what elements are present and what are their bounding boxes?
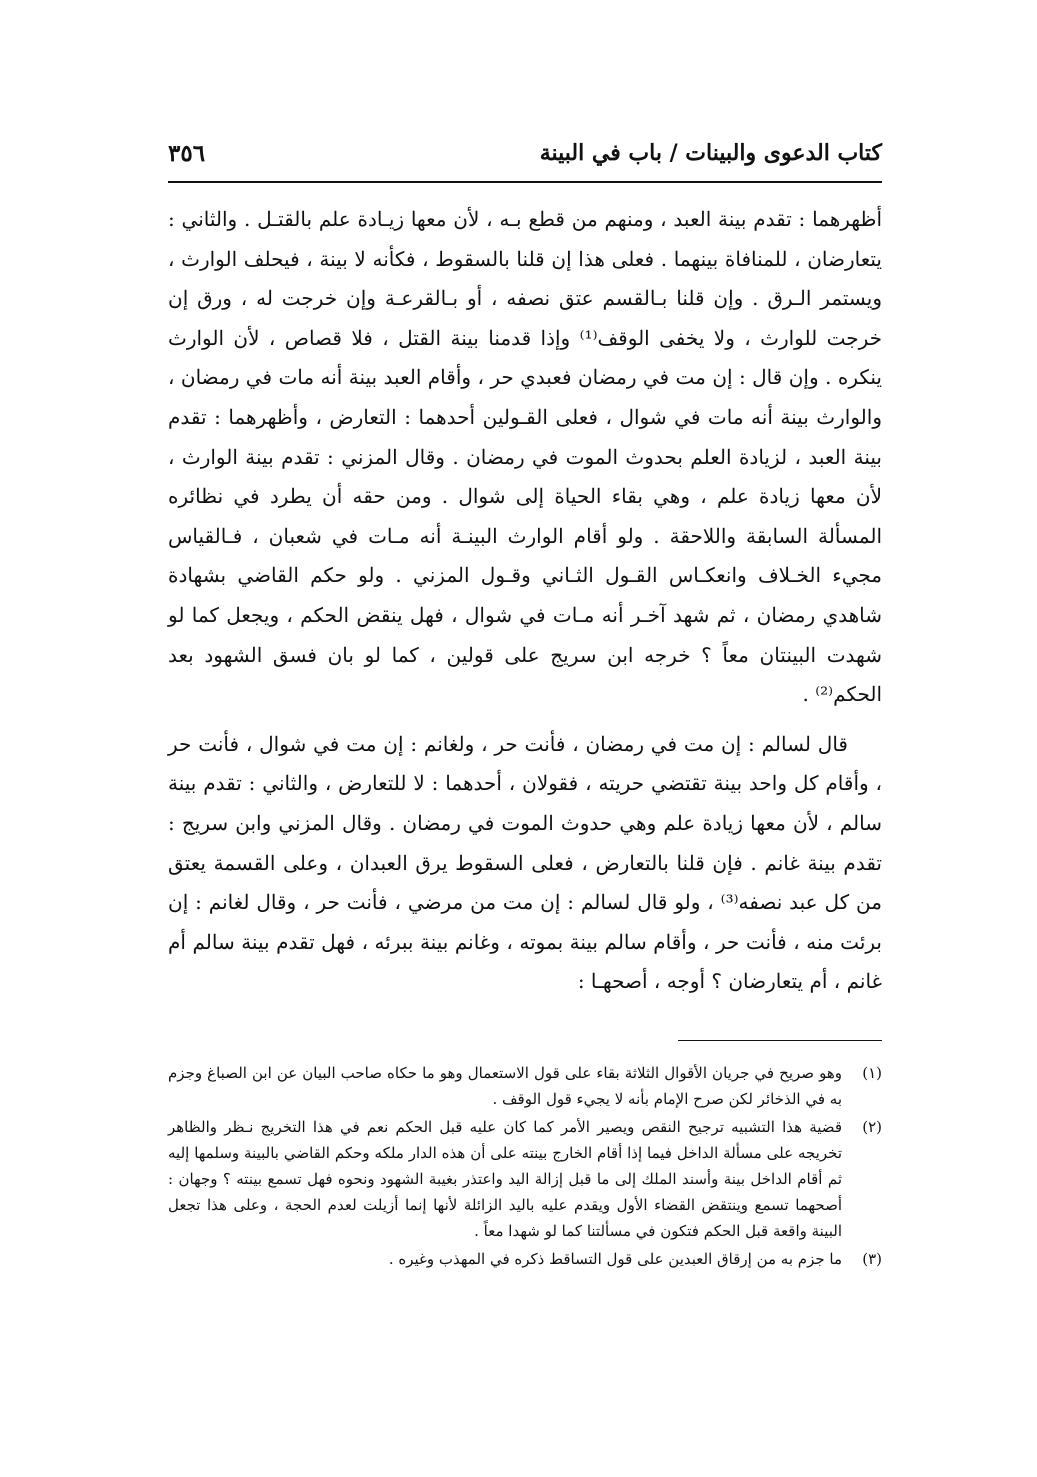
footnotes (168, 1060, 882, 1274)
paragraph (168, 725, 882, 1002)
footnote (168, 1246, 882, 1272)
footnote-separator (678, 1040, 882, 1041)
page-header (168, 140, 882, 174)
paragraph-text: قال لسالم : إن مت في رمضان ، فأنت حر ، ولغانم : إن مت في شوال ، فأنت حر ، وأقام كل واحد بينة تقتضي حريته ، فقولان ، أحدهما : لا للتعارض ، والثاني : تقدم بينة سالم ، لأن معها زيادة علم وهي حدوث الموت في رمضان . وقال المزني وابن سريج : تقدم بينة غانم . فإن قلنا بالتعارض ، فعلى السقوط يرق العبدان ، وعلى القسمة يعتق من كل عبد نصفه⁽³⁾ ، ولو قال لسالم : إن مت من مرضي ، فأنت حر ، وقال لغانم : إن برئت منه ، فأنت حر ، وأقام سالم بينة بموته ، وغانم بينة ببرئه ، فهل تقدم بينة سالم أم غانم ، أم يتعارضان ؟ أوجه ، أصحهـا : (168, 731, 882, 994)
running-title: كتاب الدعوى والبينات / باب في البينة (539, 140, 882, 166)
footnote (168, 1114, 882, 1244)
header-rule (168, 181, 882, 183)
footnote-text: ما جزم به من إرقاق العبدين على قول التساقط ذكره في المهذب وغيره . (388, 1250, 842, 1268)
paragraph: أظهرهما : تقدم بينة العبد ، ومنهم من قطع بـه ، لأن معها زيـادة علم بالقتـل . والثاني : يتعارضان ، للمنافاة بينهما . فعلى هذا إن قلنا بالسقوط ، فكأنه لا بينة ، فيحلف الوارث ، ويستمر الـرق . وإن قلنا بـالقسم عتق نصفه ، أو بـالقرعـة وإن خرجت له ، ورق إن خرجت للوارث ، ولا يخفى الوقف⁽¹⁾ وإذا قدمنا بينة القتل ، فلا قصاص ، لأن الوارث ينكره . وإن قال : إن مت في رمضان فعبدي حر ، وأقام العبد بينة أنه مات في رمضان ، والوارث بينة أنه مات في شوال ، فعلى القـولين أحدهما : التعارض ، وأظهرهما : تقدم بينة العبد ، لزيادة العلم بحدوث الموت في رمضان . وقال المزني : تقدم بينة الوارث ، لأن معها زيادة علم ، وهي بقاء الحياة إلى شوال . ومن حقه أن يطرد في نظائره المسألة السابقة واللاحقة . ولو أقام الوارث البينـة أنه مـات في شعبان ، فـالقياس مجيء الخـلاف وانعكـاس القـول الثـاني وقـول المزني . ولو حكم القاضي بشهادة شاهدي رمضان ، ثم شهد آخـر أنه مـات في شوال ، فهل ينقض الحكم ، ويجعل كما لو شهدت البينتان معاً ؟ خرجه ابن سريج على قولين ، كما لو بان فسق الشهود بعد الحكم⁽²⁾ . (168, 207, 883, 707)
footnote-number: (٢) (862, 1118, 882, 1136)
footnote-number: (١) (862, 1064, 882, 1082)
footnote (168, 1060, 882, 1112)
main-text (168, 200, 882, 1002)
footnote-number: (٣) (862, 1250, 882, 1268)
page-number: ٣٥٦ (168, 140, 206, 167)
footnote-text: قضية هذا التشبيه ترجيح النقص ويصير الأمر كما كان عليه قبل الحكم نعم في هذا التخريج نـظر والظاهر تخريجه على مسألة الداخل فيما إذا أقام الخارج بينته على أن هذه الدار ملكه وحكم القاضي بالبينة وسلمها إليه ثم أقام الداخل بينة وأسند الملك إلى ما قبل إزالة اليد واعتذر بغيبة الشهود ونحوه فهل تسمع بينته ؟ وجهان : أصحهما تسمع وينتقض القضاء الأول ويقدم عليه باليد الزائلة لأنها إنما أزيلت لعدم الحجة ، وعلى هذا تجعل البينة واقعة قبل الحكم فتكون في مسألتنا كما لو شهدا معاً . (168, 1118, 842, 1240)
footnote-text: وهو صريح في جريان الأقوال الثلاثة بقاء على قول الاستعمال وهو ما حكاه صاحب البيان عن ابن الصباغ وجزم به في الذخائر لكن صرح الإمام بأنه لا يجيء قول الوقف . (168, 1064, 842, 1108)
